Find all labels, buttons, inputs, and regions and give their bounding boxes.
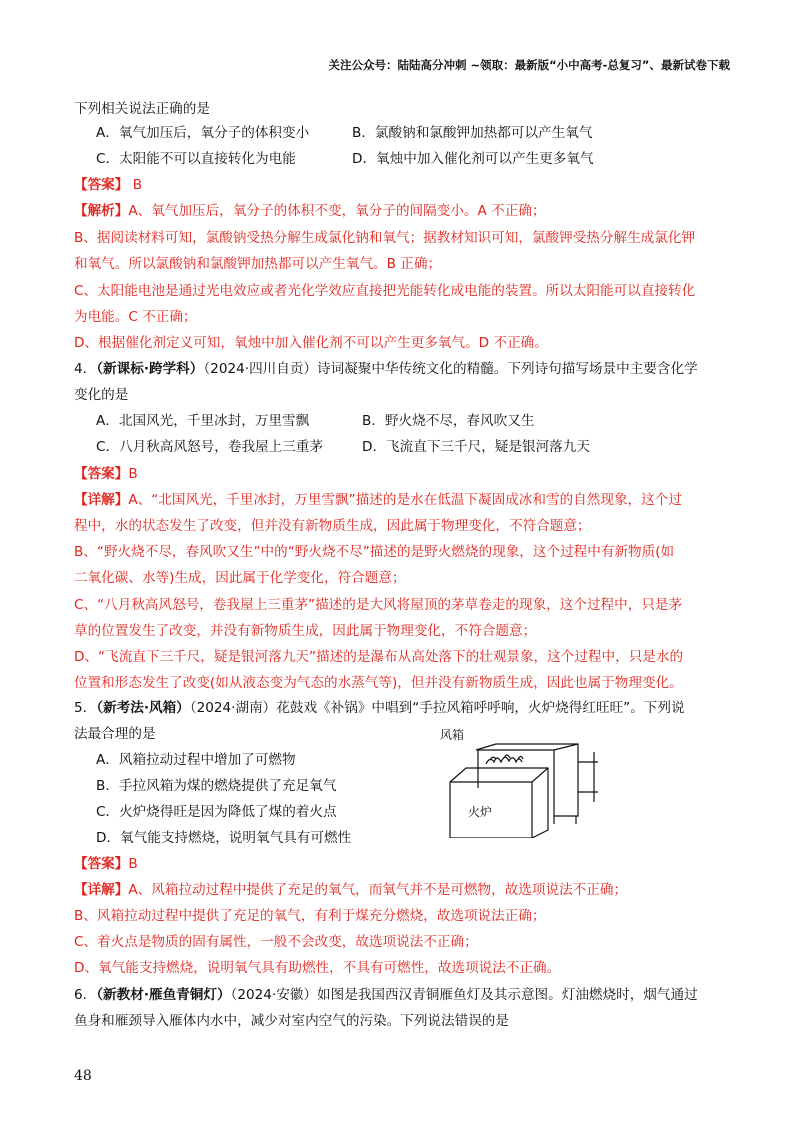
q5-analysis-line: B、风箱拉动过程中提供了充足的氧气，有利于煤充分燃烧，故选项说法正确； — [74, 908, 546, 924]
q4-analysis-line: C、“八月秋高风怒号，卷我屋上三重茅”描述的是大风将屋顶的茅草卷走的现象，这个过程中，只是茅 — [74, 597, 683, 613]
question-number: 4． — [74, 361, 97, 377]
q5-option-c: C．火炉烧得旺是因为降低了煤的着火点 — [96, 804, 337, 820]
question-text: （2024·湖南）花鼓戏《补锅》中唱到“手拉风箱呼呼响，火炉烧得红旺旺”。下列说 — [189, 700, 685, 716]
q4-analysis-line — [74, 491, 682, 509]
q3-analysis-line: B、据阅读材料可知，氯酸钠受热分解生成氯化钠和氧气；据教材知识可知，氯酸钾受热分解生成氯化钾 — [74, 230, 696, 246]
q3-analysis-line — [74, 202, 546, 220]
question-text: （2024·四川自贡）诗词凝聚中华传统文化的精髓。下列诗句描写场景中主要含化学 — [203, 361, 698, 377]
q3-stem: 下列相关说法正确的是 — [74, 101, 210, 117]
answer-value: B — [132, 177, 143, 193]
bellows-furnace-figure — [438, 728, 608, 838]
q4-analysis-line: 位置和形态发生了改变(如从液态变为气态的水蒸气等)，但并没有新物质生成，因此也属于物理变化。 — [74, 675, 683, 691]
q6-stem — [74, 986, 698, 1004]
page-number: 48 — [74, 1068, 92, 1084]
answer-tag: 【答案】 — [74, 856, 129, 872]
answer-value: B — [128, 856, 138, 872]
analysis-text: A、氧气加压后，氧分子的体积不变，氧分子的间隔变小。A 不正确； — [128, 203, 546, 219]
q3-option-b: B．氯酸钠和氯酸钾加热都可以产生氧气 — [352, 125, 593, 141]
q4-option-d: D．飞流直下三千尺，疑是银河落九天 — [362, 439, 590, 455]
question-number: 5． — [74, 700, 97, 716]
q3-analysis-line: 为电能。C 不正确； — [74, 309, 197, 325]
q3-analysis-line: D、根据催化剂定义可知，氧烛中加入催化剂不可以产生更多氧气。D 不正确。 — [74, 335, 548, 351]
q4-stem — [74, 360, 698, 378]
q5-analysis-line — [74, 881, 627, 899]
question-tag: （新考法·风箱） — [96, 700, 190, 716]
bellows-label: 风箱 — [440, 728, 465, 742]
q4-answer — [74, 465, 138, 483]
q3-option-c: C．太阳能不可以直接转化为电能 — [96, 151, 296, 167]
q4-option-c: C．八月秋高风怒号，卷我屋上三重茅 — [96, 439, 323, 455]
question-text: （2024·安徽）如图是我国西汉青铜雁鱼灯及其示意图。灯油燃烧时，烟气通过 — [230, 987, 698, 1003]
analysis-tag: 【详解】 — [74, 492, 129, 508]
q3-option-d: D．氧烛中加入催化剂可以产生更多氧气 — [352, 151, 594, 167]
q3-answer — [74, 176, 142, 194]
analysis-text: A、风箱拉动过程中提供了充足的氧气，而氧气并不是可燃物，故选项说法不正确； — [128, 882, 628, 898]
question-tag: （新教材·雁鱼青铜灯） — [96, 987, 231, 1003]
q3-analysis-line: 和氧气。所以氯酸钠和氯酸钾加热都可以产生氧气。B 正确； — [74, 256, 442, 272]
q4-option-b: B．野火烧不尽，春风吹又生 — [362, 413, 535, 429]
page-header: 关注公众号：陆陆高分冲刺 ~领取：最新版“小中高考-总复习”、最新试卷下载 — [328, 58, 730, 72]
analysis-tag: 【解析】 — [74, 203, 129, 219]
answer-tag: 【答案】 — [74, 177, 129, 193]
q5-stem-cont: 法最合理的是 — [74, 726, 156, 742]
q5-option-d: D．氧气能支持燃烧，说明氧气具有可燃性 — [96, 830, 352, 846]
q4-analysis-line: B、“野火烧不尽，春风吹又生”中的“野火烧不尽”描述的是野火燃烧的现象，这个过程中有新物质(如 — [74, 544, 675, 560]
q5-analysis-line: D、氧气能支持燃烧，说明氧气具有助燃性，不具有可燃性，故选项说法不正确。 — [74, 960, 561, 976]
q4-analysis-line: 二氧化碳、水等)生成，因此属于化学变化，符合题意； — [74, 570, 406, 586]
q3-analysis-line: C、太阳能电池是通过光电效应或者光化学效应直接把光能转化成电能的装置。所以太阳能可以直接转化 — [74, 283, 696, 299]
q6-stem-cont: 鱼身和雁颈导入雁体内水中，减少对室内空气的污染。下列说法错误的是 — [74, 1013, 509, 1029]
q4-stem-cont: 变化的是 — [74, 387, 129, 403]
q4-option-a: A．北国风光，千里冰封，万里雪飘 — [96, 413, 310, 429]
q4-analysis-line: 草的位置发生了改变，并没有新物质生成，因此属于物理变化，不符合题意； — [74, 623, 537, 639]
furnace-label: 火炉 — [468, 805, 493, 819]
q5-option-a: A．风箱拉动过程中增加了可燃物 — [96, 752, 296, 768]
answer-value: B — [128, 466, 138, 482]
q3-option-a: A．氧气加压后，氧分子的体积变小 — [96, 125, 310, 141]
q5-option-b: B．手拉风箱为煤的燃烧提供了充足氧气 — [96, 778, 337, 794]
question-tag: （新课标·跨学科） — [96, 361, 204, 377]
analysis-tag: 【详解】 — [74, 882, 129, 898]
answer-tag: 【答案】 — [74, 466, 129, 482]
q5-analysis-line: C、着火点是物质的固有属性，一般不会改变，故选项说法不正确； — [74, 934, 478, 950]
analysis-text: A、“北国风光，千里冰封，万里雪飘”描述的是水在低温下凝固成冰和雪的自然现象，这个过 — [128, 492, 682, 508]
q5-answer — [74, 855, 138, 873]
q5-stem — [74, 699, 685, 717]
question-number: 6． — [74, 987, 97, 1003]
q4-analysis-line: D、“飞流直下三千尺，疑是银河落九天”描述的是瀑布从高处落下的壮观景象，这个过程中，只是水的 — [74, 649, 684, 665]
q4-analysis-line: 程中，水的状态发生了改变，但并没有新物质生成，因此属于物理变化，不符合题意； — [74, 518, 591, 534]
